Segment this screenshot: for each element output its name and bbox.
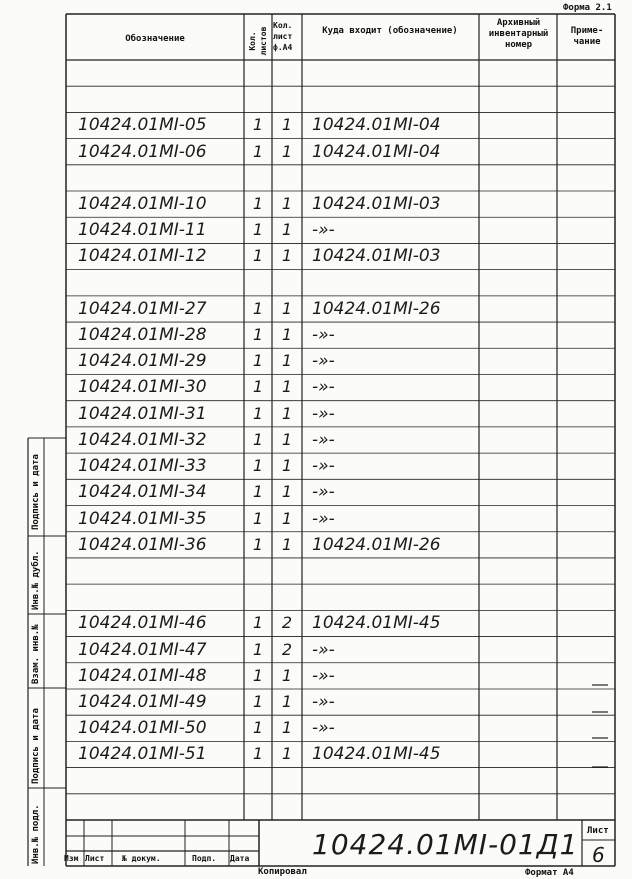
row-sheets-count: 1	[252, 718, 264, 738]
row-designation: 10424.01МI-34	[78, 482, 207, 503]
row-sheets-a4: 1	[281, 665, 293, 685]
row-designation: 10424.01МI-27	[78, 298, 207, 319]
document-number: 10424.01МI-01Д1	[312, 828, 579, 861]
row-sheets-a4: 2	[281, 613, 293, 633]
row-sheets-count: 1	[252, 534, 264, 554]
header-sheets-a4: Кол. лист ф.А4	[273, 21, 293, 52]
row-goes-into: 10424.01МI-03	[312, 246, 441, 267]
row-goes-into: 10424.01МI-03	[312, 194, 441, 215]
row-sheets-count: 1	[252, 429, 264, 449]
row-goes-into: 10424.01МI-45	[312, 613, 441, 634]
row-goes-into: -»-	[312, 482, 335, 503]
row-sheets-a4: 1	[281, 141, 293, 161]
row-sheets-a4: 1	[281, 456, 293, 476]
row-sheets-count: 1	[252, 194, 264, 214]
title-col-list: Лист	[85, 854, 105, 863]
row-designation: 10424.01МI-11	[78, 220, 207, 241]
row-sheets-count: 1	[252, 377, 264, 397]
side-label-sign-date-bottom: Подпись и дата	[31, 708, 41, 784]
row-goes-into: -»-	[312, 220, 335, 241]
sheet-number: 6	[592, 843, 605, 867]
row-sheets-a4: 1	[281, 508, 293, 528]
row-goes-into: -»-	[312, 456, 335, 477]
row-sheets-a4: 1	[281, 246, 293, 266]
row-designation: 10424.01МI-47	[78, 639, 207, 660]
row-designation: 10424.01МI-46	[78, 613, 207, 634]
row-designation: 10424.01МI-31	[78, 403, 207, 424]
title-col-date: Дата	[230, 854, 250, 863]
title-col-doc: № докум.	[122, 854, 161, 863]
sheet-label: Лист	[587, 826, 609, 836]
row-sheets-count: 1	[252, 246, 264, 266]
row-goes-into: 10424.01МI-04	[312, 115, 441, 136]
row-goes-into: -»-	[312, 665, 335, 686]
row-sheets-a4: 1	[281, 115, 293, 135]
row-sheets-a4: 1	[281, 377, 293, 397]
row-sheets-count: 1	[252, 403, 264, 423]
row-goes-into: -»-	[312, 325, 335, 346]
row-designation: 10424.01МI-05	[78, 115, 207, 136]
row-designation: 10424.01МI-30	[78, 377, 207, 398]
title-col-sign: Подп.	[192, 854, 217, 863]
row-sheets-a4: 1	[281, 220, 293, 240]
header-sheets-count: Кол. листов	[248, 26, 268, 56]
row-sheets-count: 1	[252, 613, 264, 633]
row-sheets-count: 1	[252, 456, 264, 476]
row-designation: 10424.01МI-35	[78, 508, 207, 529]
row-sheets-count: 1	[252, 508, 264, 528]
row-sheets-a4: 1	[281, 534, 293, 554]
row-sheets-count: 1	[252, 639, 264, 659]
side-label-inv-podl: Инв.№ подл.	[31, 804, 41, 864]
row-sheets-count: 1	[252, 141, 264, 161]
row-sheets-a4: 2	[281, 639, 293, 659]
row-sheets-count: 1	[252, 665, 264, 685]
row-designation: 10424.01МI-32	[78, 429, 207, 450]
row-sheets-count: 1	[252, 298, 264, 318]
row-goes-into: -»-	[312, 639, 335, 660]
row-goes-into: -»-	[312, 691, 335, 712]
row-goes-into: 10424.01МI-26	[312, 534, 441, 555]
row-designation: 10424.01МI-10	[78, 194, 207, 215]
row-designation: 10424.01МI-28	[78, 325, 207, 346]
header-goes-into: Куда входит (обозначение)	[322, 26, 458, 36]
title-col-izm: Изм	[64, 854, 79, 863]
row-sheets-a4: 1	[281, 194, 293, 214]
row-sheets-a4: 1	[281, 403, 293, 423]
row-goes-into: -»-	[312, 508, 335, 529]
row-designation: 10424.01МI-50	[78, 718, 207, 739]
row-goes-into: -»-	[312, 403, 335, 424]
row-sheets-count: 1	[252, 220, 264, 240]
side-label-sign-date-top: Подпись и дата	[31, 454, 41, 530]
row-goes-into: 10424.01МI-04	[312, 141, 441, 162]
header-designation: Обозначение	[125, 34, 185, 44]
row-goes-into: -»-	[312, 377, 335, 398]
row-goes-into: -»-	[312, 718, 335, 739]
row-sheets-count: 1	[252, 744, 264, 764]
row-designation: 10424.01МI-48	[78, 665, 207, 686]
row-designation: 10424.01МI-33	[78, 456, 207, 477]
row-goes-into: 10424.01МI-45	[312, 744, 441, 765]
row-goes-into: -»-	[312, 351, 335, 372]
row-designation: 10424.01МI-12	[78, 246, 207, 267]
row-designation: 10424.01МI-36	[78, 534, 207, 555]
row-designation: 10424.01МI-29	[78, 351, 207, 372]
row-goes-into: 10424.01МI-26	[312, 298, 441, 319]
row-sheets-a4: 1	[281, 325, 293, 345]
row-sheets-a4: 1	[281, 482, 293, 502]
copied-label: Копировал	[258, 867, 307, 877]
row-sheets-a4: 1	[281, 718, 293, 738]
side-label-inv-dubl: Инв.№ дубл.	[31, 550, 41, 610]
row-sheets-count: 1	[252, 691, 264, 711]
row-sheets-a4: 1	[281, 298, 293, 318]
side-label-vzam-inv: Взам. инв.№	[31, 624, 41, 684]
row-sheets-count: 1	[252, 115, 264, 135]
row-sheets-a4: 1	[281, 351, 293, 371]
header-archive-number: Архивный инвентарный номер	[488, 18, 549, 50]
row-designation: 10424.01МI-49	[78, 691, 207, 712]
row-sheets-a4: 1	[281, 691, 293, 711]
row-sheets-count: 1	[252, 351, 264, 371]
row-designation: 10424.01МI-51	[78, 744, 207, 765]
row-sheets-count: 1	[252, 325, 264, 345]
row-sheets-a4: 1	[281, 744, 293, 764]
format-label: Формат А4	[525, 868, 574, 878]
row-goes-into: -»-	[312, 429, 335, 450]
row-designation: 10424.01МI-06	[78, 141, 207, 162]
header-note: Приме-чание	[570, 26, 604, 47]
row-sheets-a4: 1	[281, 429, 293, 449]
form-label: Форма 2.1	[563, 3, 612, 13]
row-sheets-count: 1	[252, 482, 264, 502]
